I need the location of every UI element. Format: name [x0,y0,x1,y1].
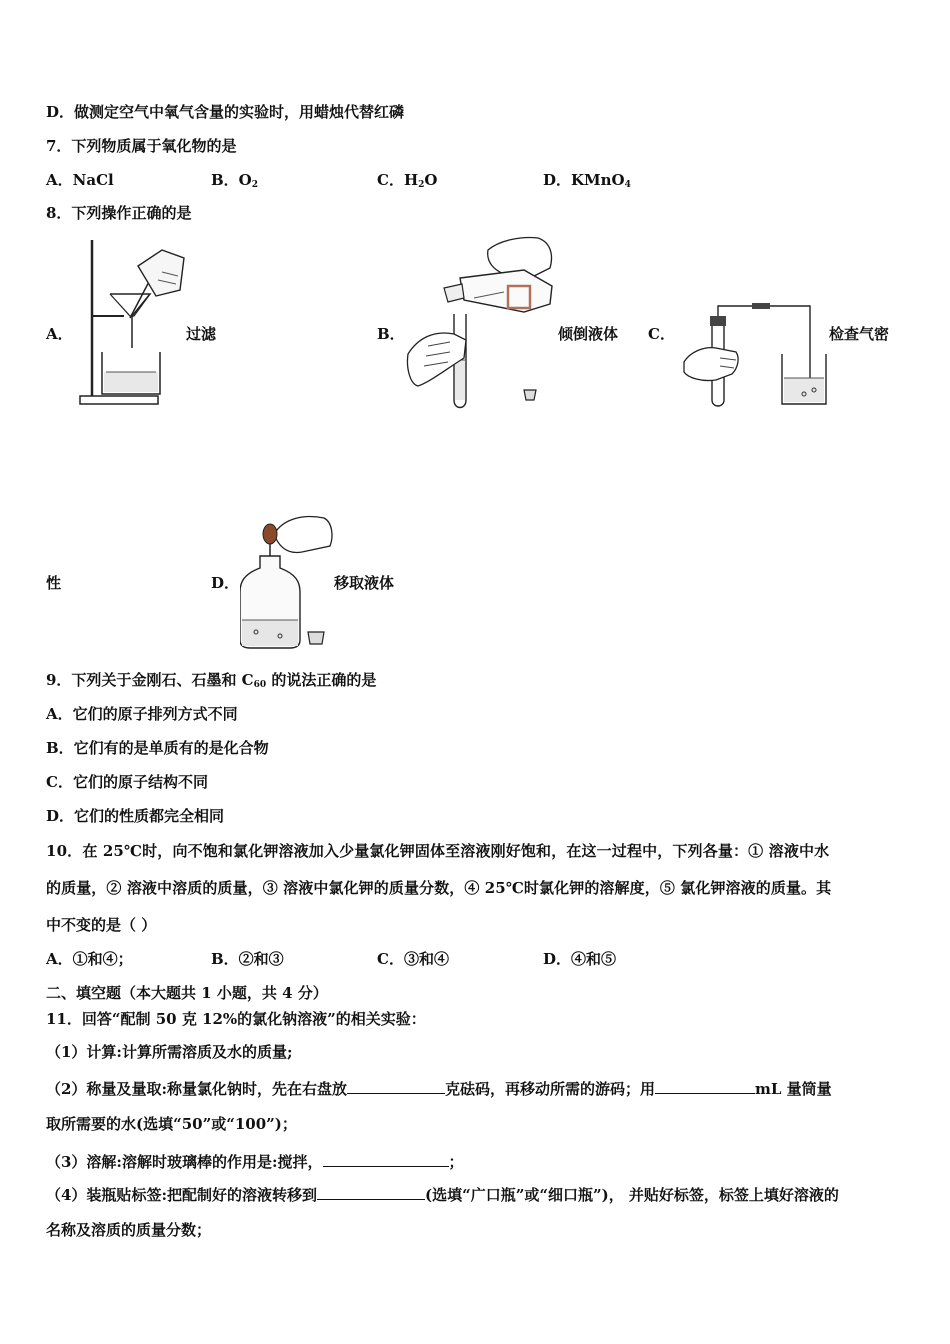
q11-stem: 11．回答“配制 50 克 12%的氯化钠溶液”的相关实验： [46,1010,426,1028]
answer-blank-cylinder[interactable] [655,1077,755,1094]
q7-option-b: B．$O_2$ [211,171,259,190]
q7-option-c: C．$H_2O$ [377,171,438,190]
q9-option-b: B．它们有的是单质有的是化合物 [46,739,269,757]
q11-part3: （3）溶解:溶解时玻璃棒的作用是:搅拌， ； [46,1150,464,1172]
airtightness-check-figure [680,296,830,410]
q11-part4: （4）装瓶贴标签:把配制好的溶液转移到 (选填“广口瓶”或“细口瓶”)， 并贴好标签，标签上填好溶液的 [46,1183,839,1205]
q8-option-c-caption: 检查气密 [829,325,890,343]
answer-blank-weight[interactable] [347,1077,445,1094]
q8-option-a-caption: 过滤 [186,325,217,343]
q10-option-d: D．④和⑤ [543,950,617,968]
q9-stem: 9．下列关于金刚石、石墨和 $C_{60}$ 的说法正确的是 [46,671,377,690]
q10-option-c: C．③和④ [377,950,449,968]
q10-stem-line3: 中不变的是（ ） [46,916,157,934]
pouring-liquid-figure [404,234,556,412]
answer-blank-glass-rod[interactable] [323,1150,449,1167]
q9-option-c: C．它们的原子结构不同 [46,773,208,791]
q11-part2: （2）称量及量取:称量氯化钠时，先在右盘放 克砝码，再移动所需的游码；用 mL 量筒量 [46,1077,832,1099]
q10-stem-line1: 10．在 25℃时，向不饱和氯化钾溶液加入少量氯化钾固体至溶液刚好饱和，在这一过程中，下列各量：① 溶液中水 [46,842,830,860]
q10-option-a: A．①和④； [46,950,133,968]
q8-stem: 8．下列操作正确的是 [46,204,192,222]
section-heading: 二、填空题（本大题共 1 小题，共 4 分） [46,984,328,1002]
q7-stem: 7．下列物质属于氧化物的是 [46,137,237,155]
q7-option-a: A．NaCl [46,171,114,189]
q8-option-c-caption-cont: 性 [46,574,62,592]
q11-part1: （1）计算:计算所需溶质及水的质量; [46,1043,293,1061]
q8-option-b-caption: 倾倒液体 [558,325,619,343]
dropper-transfer-figure [240,512,336,650]
q10-stem-line2: 的质量，② 溶液中溶质的质量，③ 溶液中氯化钾的质量分数，④ 25℃时氯化钾的溶解度，⑤ 氯化钾溶液的质量。其 [46,879,832,897]
q8-option-d-caption: 移取液体 [334,574,395,592]
filtration-apparatus-figure [72,236,192,408]
answer-blank-bottle[interactable] [317,1183,425,1200]
q11-part2-cont: 取所需要的水(选填“50”或“100”)； [46,1115,297,1133]
q6-option-d: D．做测定空气中氧气含量的实验时，用蜡烛代替红磷 [46,103,405,121]
q8-option-c-letter: C． [648,325,675,343]
q8-option-b-letter: B． [377,325,405,343]
q8-option-d-letter: D． [211,574,240,592]
q9-option-a: A．它们的原子排列方式不同 [46,705,238,723]
q11-part4-cont: 名称及溶质的质量分数； [46,1221,212,1239]
q8-option-a-letter: A． [46,325,73,343]
q9-option-d: D．它们的性质都完全相同 [46,807,225,825]
q7-option-d: D．KMnO$_4$ [543,171,631,190]
q10-option-b: B．②和③ [211,950,284,968]
